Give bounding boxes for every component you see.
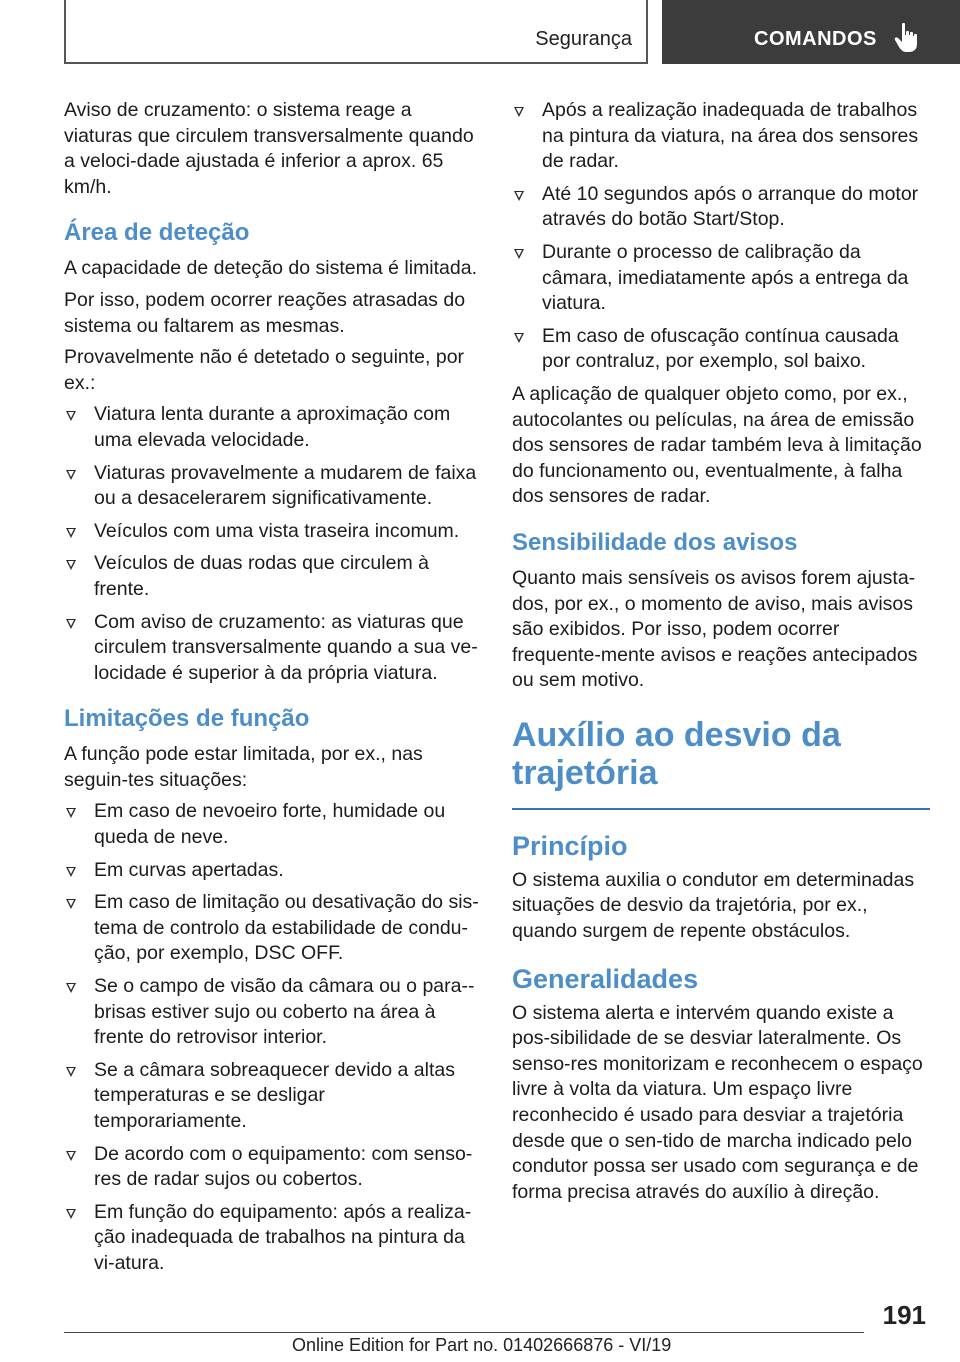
paragraph: Por isso, podem ocorrer reações atrasadas do sistema ou faltarem as mesmas. xyxy=(64,288,466,337)
triangle-bullet-icon xyxy=(66,1151,76,1161)
list-item: De acordo com o equipamento: com senso-res de radar sujos ou cobertos. xyxy=(64,1142,482,1193)
paragraph: A capacidade de deteção do sistema é limitada. xyxy=(64,257,478,280)
list-item: Se o campo de visão da câmara ou o para--brisas estiver sujo ou coberto na área à frente do retrovisor interior. xyxy=(64,974,482,1051)
triangle-bullet-icon xyxy=(66,983,76,993)
heading-area-detecao: Área de deteção xyxy=(64,219,250,247)
triangle-bullet-icon xyxy=(514,249,524,259)
heading-principio: Princípio xyxy=(512,830,628,861)
paragraph: A função pode estar limitada, por ex., nas seguin-tes situações: xyxy=(64,743,423,791)
header-chapter-tab xyxy=(662,0,960,64)
triangle-bullet-icon xyxy=(66,867,76,877)
heading-generalidades: Generalidades xyxy=(512,963,699,994)
header-chapter-label: COMANDOS xyxy=(754,28,877,50)
page-number: 191 xyxy=(882,1300,926,1330)
paragraph: O sistema auxilia o condutor em determinadas situações de desvio da trajetória, por ex., quando surgem de repente obstáculos. xyxy=(512,868,915,943)
paragraph: O sistema alerta e intervém quando existe a pos-sibilidade de se desviar lateralmente. Os senso-res monitorizam e reconhecem o espaço livre à volta da viatura. Um espaço livre reconhecido é usado para desviar a trajetória desde que o sen-tido de marcha indicado pelo condutor possa ser usado com segurança e de forma precisa através do auxílio à direção. xyxy=(512,1001,923,1203)
pointing-hand-icon xyxy=(894,22,920,54)
triangle-bullet-icon xyxy=(514,333,524,343)
footer-edition-text: Online Edition for Part no. 01402666876 - VI/19 xyxy=(292,1335,672,1355)
triangle-bullet-icon xyxy=(66,528,76,538)
header-section-box xyxy=(64,0,648,64)
paragraph: A aplicação de qualquer objeto como, por ex., autocolantes ou películas, na área de emissão dos sensores de radar também leva à limitação do funcionamento ou, eventualmente, à falha dos sensores de radar. xyxy=(512,382,922,508)
triangle-bullet-icon xyxy=(66,1209,76,1219)
triangle-bullet-icon xyxy=(66,899,76,909)
list-item: Em caso de limitação ou desativação do sis-tema de controlo da estabilidade de condu-ção, por exemplo, DSC OFF. xyxy=(64,890,482,967)
triangle-bullet-icon xyxy=(514,107,524,117)
bullet-list xyxy=(512,98,930,375)
bullet-list xyxy=(64,402,482,686)
triangle-bullet-icon xyxy=(66,808,76,818)
triangle-bullet-icon xyxy=(66,411,76,421)
list-item: Viaturas provavelmente a mudarem de faixa ou a desacelerarem significativamente. xyxy=(64,461,482,512)
list-item: Veículos com uma vista traseira incomum. xyxy=(64,519,482,545)
list-item: Com aviso de cruzamento: as viaturas que circulem transversalmente quando a sua ve-locidade é superior à da própria viatura. xyxy=(64,610,482,687)
paragraph: Quanto mais sensíveis os avisos forem ajusta-dos, por ex., o momento de aviso, mais avisos são exibidos. Por isso, podem ocorrer frequente-mente avisos e reações antecipados ou sem motivo. xyxy=(512,566,918,692)
list-item: Veículos de duas rodas que circulem à frente. xyxy=(64,551,482,602)
intro-paragraph: Aviso de cruzamento: o sistema reage a viaturas que circulem transversalmente quando a veloci-dade ajustada é inferior a aprox. 65 km/h. xyxy=(64,99,474,198)
list-item: Se a câmara sobreaquecer devido a altas temperaturas e se desligar temporariamente. xyxy=(64,1058,482,1135)
list-item: Até 10 segundos após o arranque do motor através do botão Start/Stop. xyxy=(512,182,930,233)
header-section-title: Segurança xyxy=(535,28,632,50)
heading-sensibilidade: Sensibilidade dos avisos xyxy=(512,528,798,556)
list-item: Durante o processo de calibração da câmara, imediatamente após a entrega da viatura. xyxy=(512,240,930,317)
triangle-bullet-icon xyxy=(66,1067,76,1077)
heading-limitacoes: Limitações de função xyxy=(64,705,310,733)
triangle-bullet-icon xyxy=(66,560,76,570)
bullet-list xyxy=(64,799,482,1276)
paragraph: Provavelmente não é detetado o seguinte, por ex.: xyxy=(64,346,465,394)
triangle-bullet-icon xyxy=(66,619,76,629)
list-item: Viatura lenta durante a aproximação com uma elevada velocidade. xyxy=(64,402,482,453)
right-column xyxy=(512,98,930,1211)
list-item: Em caso de ofuscação contínua causada por contraluz, por exemplo, sol baixo. xyxy=(512,324,930,375)
list-item: Em função do equipamento: após a realiza-ção inadequada de trabalhos na pintura da vi-atura. xyxy=(64,1200,482,1277)
list-item: Em curvas apertadas. xyxy=(64,858,482,884)
list-item: Em caso de nevoeiro forte, humidade ou queda de neve. xyxy=(64,799,482,850)
list-item: Após a realização inadequada de trabalhos na pintura da viatura, na área dos sensores de radar. xyxy=(512,98,930,175)
triangle-bullet-icon xyxy=(66,470,76,480)
triangle-bullet-icon xyxy=(514,191,524,201)
footer-divider xyxy=(64,1332,864,1333)
left-column xyxy=(64,98,482,1284)
chapter-title: Auxílio ao desvio da trajetória xyxy=(512,715,841,792)
chapter-divider xyxy=(512,808,930,810)
